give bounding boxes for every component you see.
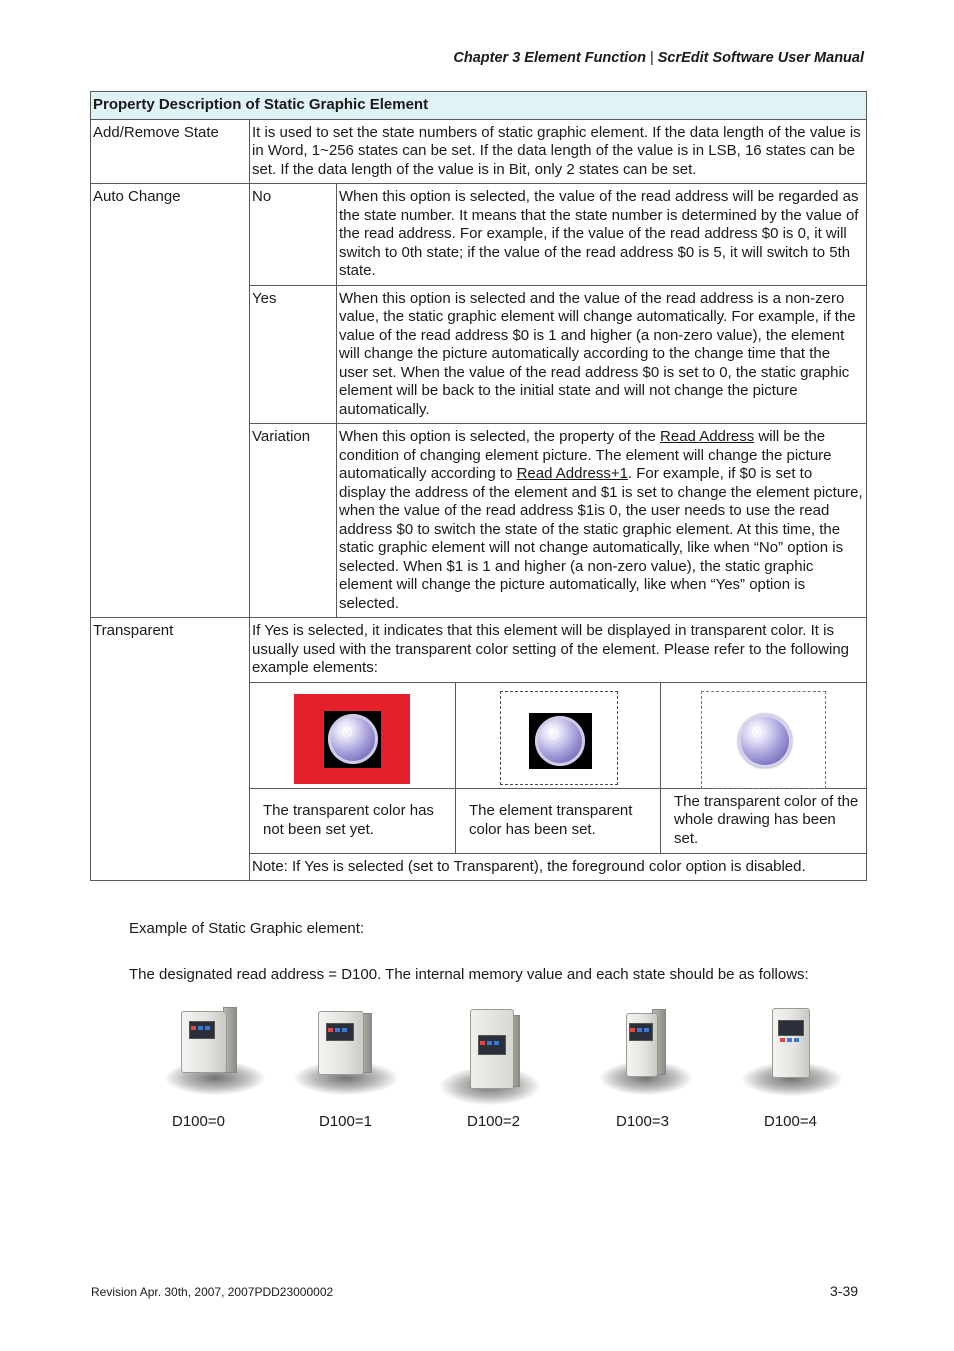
option-label-no: No [250,184,337,286]
variation-text-1: When this option is selected, the property of the [339,428,661,445]
example-image-cell [456,682,661,788]
drive-image-state-4 [742,1006,842,1096]
header-separator: | [649,50,654,66]
drive-image-state-3 [600,1005,692,1097]
page-number: 3-39 [830,1283,859,1299]
page-header [0,50,864,66]
example-image-cell [661,682,867,788]
variation-text-2: will be the condition of changing element picture. The element will change the picture automatically according to [339,428,832,482]
example-intro: Example of Static Graphic element: [129,920,365,937]
option-label-variation: Variation [250,424,337,618]
header-manual-title: ScrEdit Software User Manual [657,50,864,66]
caption-element-transparent: The element transparent color has been set. [456,788,661,853]
footer-revision: Revision Apr. 30th, 2007, 2007PDD23000002 [91,1285,334,1299]
transparent-note: Note: If Yes is selected (set to Transparent), the foreground color option is disabled. [250,853,867,881]
property-desc-transparent: If Yes is selected, it indicates that this element will be displayed in transparent color. It is usually used with the transparent color setting of the element. Please refer to the following example elements: [250,618,867,683]
option-desc-variation [337,424,867,618]
button-ball-icon [738,714,792,768]
caption-no-transparency: The transparent color has not been set yet. [250,788,456,853]
table-row [91,184,867,286]
table-title: Property Description of Static Graphic Element [91,92,867,120]
drive-image-state-2 [440,1005,540,1105]
drive-image-state-0 [165,1003,265,1099]
property-label-add-remove: Add/Remove State [91,119,250,184]
option-label-yes: Yes [250,285,337,424]
drive-image-state-1 [294,1005,398,1095]
state-label-1: D100=1 [319,1113,372,1130]
example-element-transparent-image [500,691,618,785]
example-image-cell [250,682,456,788]
table-row [91,618,867,683]
button-ball-icon [328,714,378,764]
property-label-transparent: Transparent [91,618,250,881]
option-desc-yes: When this option is selected and the value of the read address is a non-zero value, the static graphic element will change automatically. For example, if the value of the read address $0 is 1 and higher (a non-zero value), the element will change the picture automatically according to the change time that the user set. When the value of the read address $0 is set to 0, the static graphic element will be back to the initial state and will not change the picture automatically. [337,285,867,424]
read-address-plus-one-link: Read Address+1 [516,465,628,482]
property-label-auto-change: Auto Change [91,184,250,618]
button-ball-icon [535,716,585,766]
property-table [90,91,867,881]
variation-text-3: . For example, if $0 is set to display the address of the element and $1 is set to change the element picture, when the value of the read address $1is 0, the user needs to use the read address $0 to switch the state of the static graphic element. At this time, the static graphic element will not change automatically, like when “No” option is selected. When $1 is 1 and higher (a non-zero value), the static graphic element will change the picture automatically, like when “Yes” option is selected. [339,465,863,612]
example-no-transparency-image [294,694,410,784]
example-description: The designated read address = D100. The internal memory value and each state should be as follows: [129,966,809,983]
example-drawing-transparent-image [701,691,826,789]
header-chapter: Chapter 3 Element Function [453,50,646,66]
state-label-0: D100=0 [172,1113,225,1130]
state-label-4: D100=4 [764,1113,817,1130]
property-desc-add-remove: It is used to set the state numbers of static graphic element. If the data length of the value is in Word, 1~256 states can be set. If the data length of the value is in LSB, 16 states can be set. If the data length of the value is in Bit, only 2 states can be set. [250,119,867,184]
caption-drawing-transparent: The transparent color of the whole drawing has been set. [661,788,867,853]
read-address-link: Read Address [660,428,755,445]
state-label-3: D100=3 [616,1113,669,1130]
option-desc-no: When this option is selected, the value of the read address will be regarded as the state number. It means that the state number is determined by the value of the read address. For example, if the value of the read address $0 is 0, it will switch to 0th state; if the value of the read address $0 is 5, it will switch to 5th state. [337,184,867,286]
table-row [91,119,867,184]
state-label-2: D100=2 [467,1113,520,1130]
